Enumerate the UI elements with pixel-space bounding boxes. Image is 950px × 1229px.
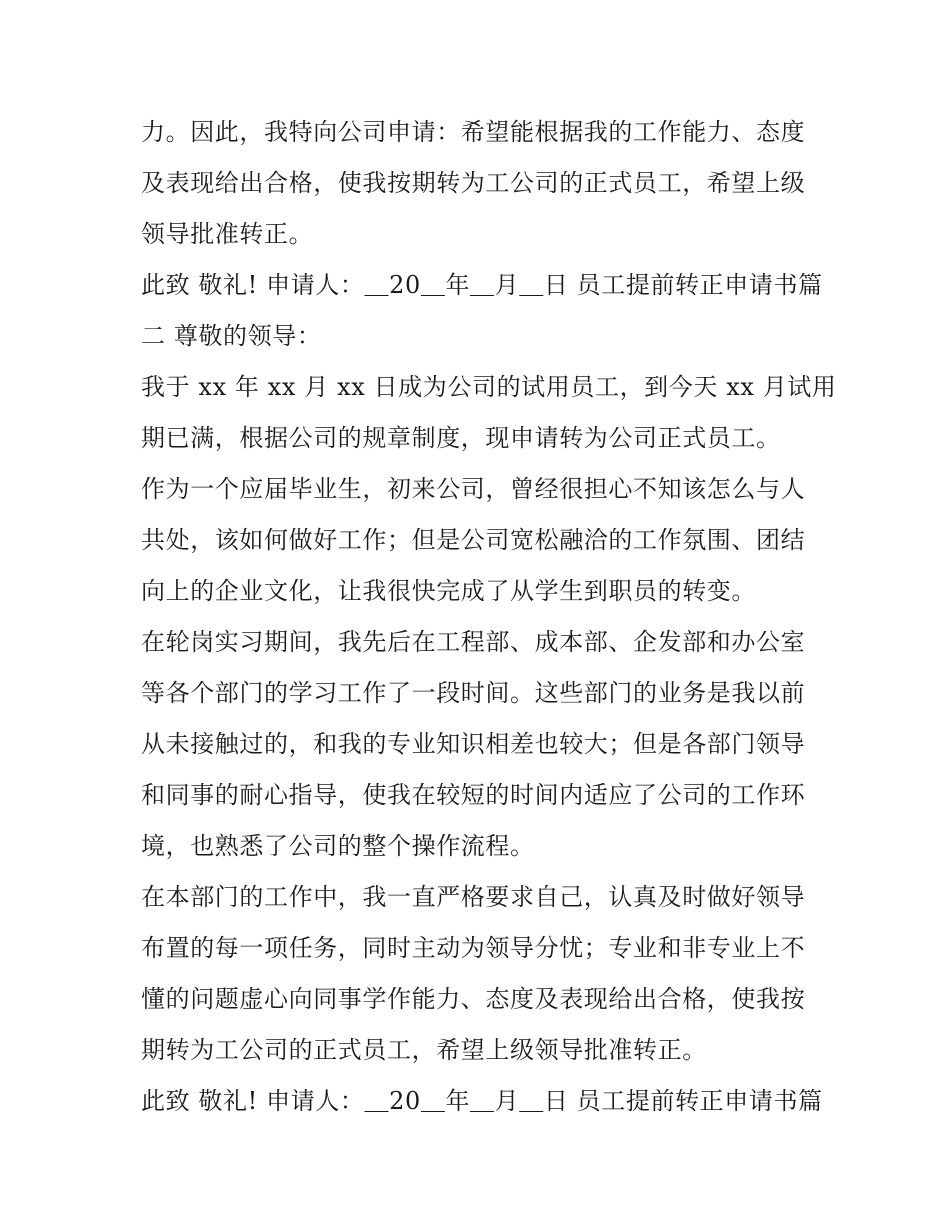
text-line-11: 在轮岗实习期间，我先后在工程部、成本部、企发部和办公室 (141, 628, 806, 656)
text-line-7: 期已满，根据公司的规章制度，现申请转为公司正式员工。 (141, 424, 781, 452)
text-line-8: 作为一个应届毕业生，初来公司，曾经很担心不知该怎么与人 (141, 475, 806, 503)
text-line-10: 向上的企业文化，让我很快完成了从学生到职员的转变。 (141, 577, 756, 605)
text-line-6: 我于 xx 年 xx 月 xx 日成为公司的试用员工，到今天 xx 月试用 (141, 373, 837, 401)
text-line-19: 期转为工公司的正式员工，希望上级领导批准转正。 (141, 1036, 707, 1064)
text-line-20: 此致 敬礼! 申请人：＿20＿年＿月＿日 员工提前转正申请书篇 (141, 1087, 823, 1115)
text-line-17: 布置的每一项任务，同时主动为领导分忧；专业和非专业上不 (141, 934, 806, 962)
text-line-15: 境，也熟悉了公司的整个操作流程。 (141, 832, 535, 860)
text-line-12: 等各个部门的学习工作了一段时间。这些部门的业务是我以前 (141, 679, 806, 707)
text-line-5: 二 尊敬的领导： (141, 322, 322, 350)
text-line-2: 及表现给出合格，使我按期转为工公司的正式员工，希望上级 (141, 169, 806, 197)
text-line-1: 力。因此，我特向公司申请：希望能根据我的工作能力、态度 (141, 118, 806, 146)
text-line-13: 从未接触过的，和我的专业知识相差也较大；但是各部门领导 (141, 730, 806, 758)
text-line-3: 领导批准转正。 (141, 220, 314, 248)
text-line-18: 懂的问题虚心向同事学作能力、态度及表现给出合格，使我按 (141, 985, 806, 1013)
text-line-16: 在本部门的工作中，我一直严格要求自己，认真及时做好领导 (141, 883, 806, 911)
document-body (141, 107, 837, 1127)
text-line-9: 共处，该如何做好工作；但是公司宽松融洽的工作氛围、团结 (141, 526, 806, 554)
text-line-14: 和同事的耐心指导，使我在较短的时间内适应了公司的工作环 (141, 781, 806, 809)
text-line-4: 此致 敬礼! 申请人：＿20＿年＿月＿日 员工提前转正申请书篇 (141, 271, 823, 299)
